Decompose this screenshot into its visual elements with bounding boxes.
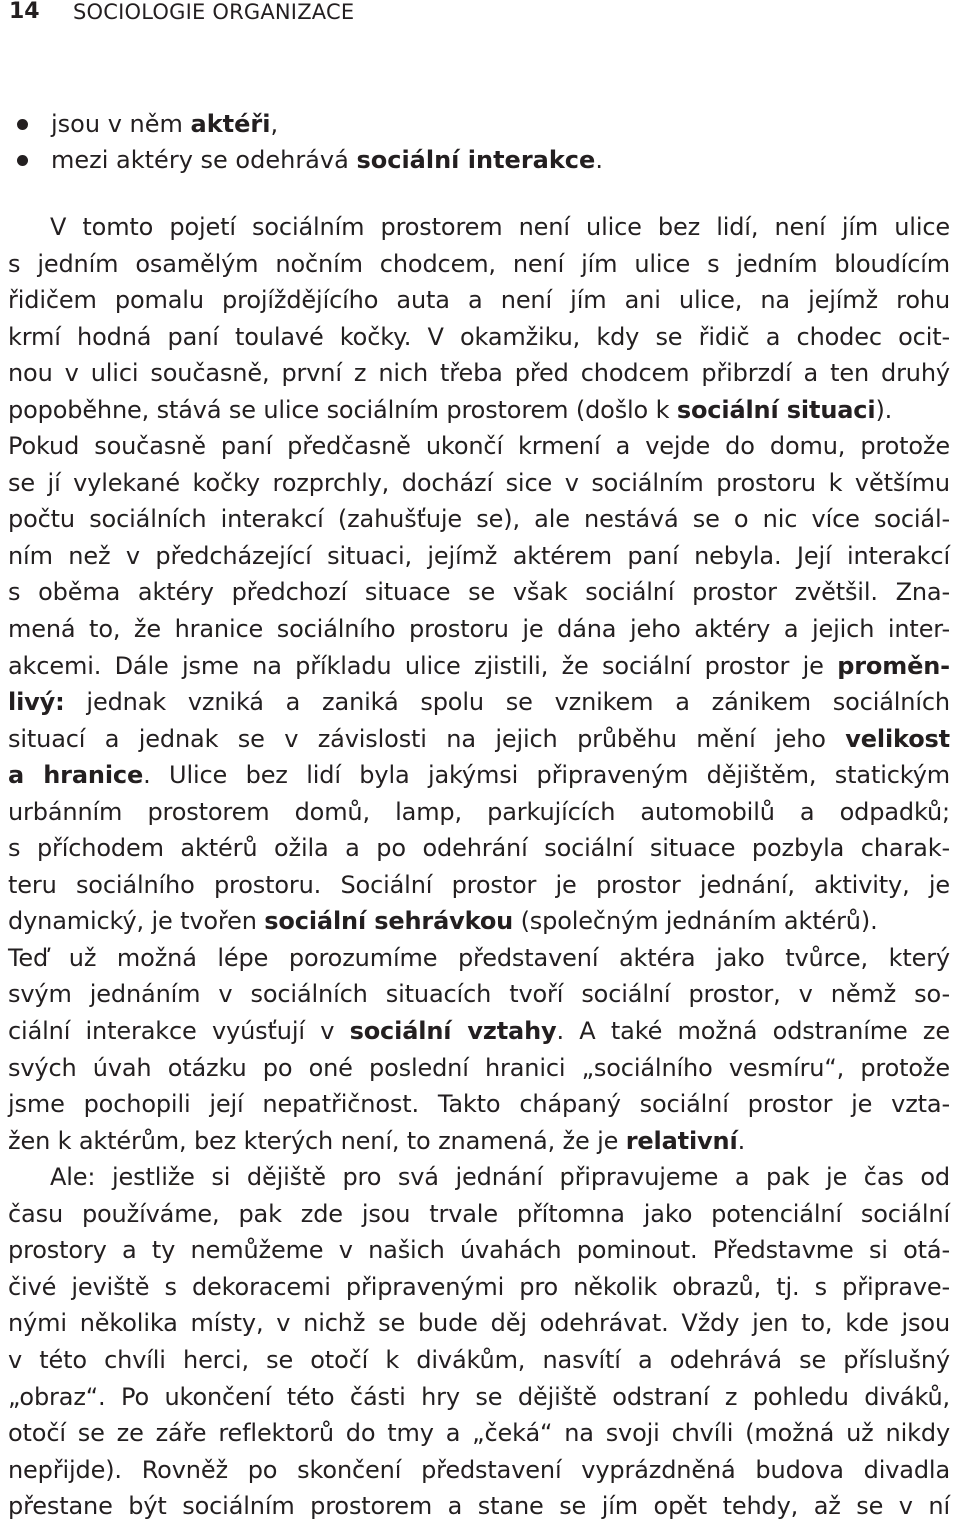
text-line — [0, 501, 960, 538]
text-line — [0, 319, 960, 356]
text-run: (společným jednáním aktérů). — [513, 907, 878, 936]
text-line — [0, 574, 960, 611]
text-line — [0, 794, 960, 831]
text-run: jednak vzniká a zaniká spolu se vznikem a zánikem sociálních — [64, 688, 950, 717]
text-run: . Ulice bez lidí byla jakýmsi připraveným dějištěm, statickým — [143, 761, 950, 790]
text-run: akcemi. Dále jsme na příkladu ulice zjistili, že sociální prostor je — [8, 651, 838, 680]
text-line — [0, 538, 960, 575]
text-run: ). — [875, 395, 893, 424]
text-run: nou v ulici současně, první z nich třeba před chodcem přibrzdí a ten druhý — [8, 359, 950, 388]
text-line — [0, 428, 960, 465]
text-run: situací a jednak se v závislosti na jejich průběhu mění jeho — [8, 724, 846, 753]
text-run: se jí vylekané kočky rozprchly, dochází sice v sociálním prostoru k většímu — [8, 468, 950, 497]
text-run: . A také možná odstraníme ze — [556, 1017, 950, 1046]
text-run: „obraz“. Po ukončení této části hry se dějiště odstraní z pohledu diváků, — [8, 1382, 950, 1411]
text-line — [0, 1415, 960, 1452]
text-run: svých úvah otázku po oné poslední hranici „sociálního vesmíru“, protože — [8, 1053, 950, 1082]
text-run: Teď už možná lépe porozumíme představení aktéra jako tvůrce, který — [8, 943, 950, 972]
text-run: prostory a ty nemůžeme v našich úvahách pominout. Představme si otá- — [8, 1236, 950, 1265]
text-run: času používáme, pak zde jsou trvale přítomna jako potenciální sociální — [8, 1199, 950, 1228]
text-run: nepřijde). Rovněž po skončení představení vyprázdněná budova divadla — [8, 1455, 950, 1484]
text-run: Pokud současně paní předčasně ukončí krmení a vejde do domu, protože — [8, 432, 950, 461]
text-run: teru sociálního prostoru. Sociální prostor je prostor jednání, aktivity, je — [8, 870, 950, 899]
text-line — [0, 1452, 960, 1489]
text-line — [0, 1305, 960, 1342]
text-line — [0, 1050, 960, 1087]
text-line — [0, 1159, 960, 1196]
text-line — [0, 1269, 960, 1306]
text-run: nými několika místy, v nichž se bude děj odehrávat. Vždy jen to, kde jsou — [8, 1309, 950, 1338]
text-run: čivé jeviště s dekoracemi připravenými pro několik obrazů, tj. s připrave- — [8, 1272, 950, 1301]
text-line — [0, 1379, 960, 1416]
text-line — [0, 209, 960, 246]
bold-term: livý: — [8, 688, 65, 717]
text-line — [0, 282, 960, 319]
text-line — [0, 465, 960, 502]
text-line — [0, 830, 960, 867]
bold-term: sociální sehrávkou — [264, 907, 514, 936]
bold-term: velikost — [845, 724, 950, 753]
text-run: přestane být sociálním prostorem a stane se jím opět tehdy, až se v ní — [8, 1492, 950, 1521]
text-line — [0, 976, 960, 1013]
text-run: otočí se ze záře reflektorů do tmy a „čeká“ na svoji chvíli (možná už nikdy — [8, 1419, 950, 1448]
text-run: dynamický, je tvořen — [8, 907, 265, 936]
text-run: Ale: jestliže si dějiště pro svá jednání připravujeme a pak je čas od — [50, 1163, 950, 1192]
text-run: krmí hodná paní toulavé kočky. V okamžiku, kdy se řidič a chodec ocit- — [8, 322, 950, 351]
text-run: jsme pochopili její nepatřičnost. Takto chápaný sociální prostor je vzta- — [8, 1090, 950, 1119]
text-line — [0, 684, 960, 721]
body-text — [0, 209, 960, 1525]
text-line — [0, 611, 960, 648]
text-run: řidičem pomalu projíždějícího auta a není jím ani ulice, na jejímž rohu — [8, 286, 950, 315]
text-line — [0, 392, 960, 429]
text-line — [0, 1232, 960, 1269]
text-run: mená to, že hranice sociálního prostoru je dána jeho aktéry a jejich inter- — [8, 615, 950, 644]
text-run: s oběma aktéry předchozí situace se však sociální prostor zvětšil. Zna- — [8, 578, 950, 607]
text-run: V tomto pojetí sociálním prostorem není ulice bez lidí, není jím ulice — [50, 213, 950, 241]
text-run: svým jednáním v sociálních situacích tvoří sociální prostor, v němž so- — [8, 980, 950, 1009]
bold-term: sociální vztahy — [349, 1017, 557, 1046]
text-line — [0, 1086, 960, 1123]
list-item-text: jsou v něm aktéři, — [51, 110, 279, 138]
text-line — [0, 1488, 960, 1525]
text-line — [0, 940, 960, 977]
list-item — [0, 142, 960, 178]
text-run: s příchodem aktérů ožila a po odehrání sociální situace pozbyla charak- — [8, 834, 950, 863]
text-line — [0, 1013, 960, 1050]
running-head: SOCIOLOGIE ORGANIZACE — [73, 0, 355, 24]
text-run: v této chvíli herci, se otočí k divákům, nasvítí a odehrává se příslušný — [8, 1345, 950, 1374]
text-run: urbánním prostorem domů, lamp, parkujících automobilů a odpadků; — [8, 797, 950, 826]
text-line — [0, 1196, 960, 1233]
bullet-icon — [17, 155, 28, 166]
bullet-list — [0, 106, 960, 178]
text-run: s jedním osamělým nočním chodcem, není jím ulice s jedním bloudícím — [8, 249, 950, 278]
bold-term: a hranice — [8, 761, 144, 790]
text-line — [0, 721, 960, 758]
text-line — [0, 1342, 960, 1379]
bold-term: sociální situaci — [676, 395, 876, 424]
text-line — [0, 246, 960, 283]
text-run: žen k aktérům, bez kterých není, to znamená, že je — [8, 1126, 626, 1155]
text-run: ciální interakce vyúsťují v — [8, 1017, 350, 1046]
text-run: . — [737, 1126, 746, 1155]
text-line — [0, 648, 960, 685]
list-item-text: mezi aktéry se odehrává sociální interakce. — [51, 146, 603, 174]
text-line — [0, 355, 960, 392]
bold-term: relativní — [625, 1126, 738, 1155]
page-header — [0, 0, 960, 24]
page-number: 14 — [9, 0, 40, 24]
list-item — [0, 106, 960, 142]
text-line — [0, 903, 960, 940]
text-run: popoběhne, stává se ulice sociálním prostorem (došlo k — [8, 395, 677, 424]
text-run: ním než v předcházející situaci, jejímž aktérem paní nebyla. Její interakcí — [8, 541, 950, 570]
text-line — [0, 757, 960, 794]
bold-term: proměn- — [837, 651, 950, 680]
bullet-icon — [17, 119, 28, 130]
text-line — [0, 867, 960, 904]
text-run: počtu sociálních interakcí (zahušťuje se), ale nestává se o nic více sociál- — [8, 505, 950, 534]
text-line — [0, 1123, 960, 1160]
